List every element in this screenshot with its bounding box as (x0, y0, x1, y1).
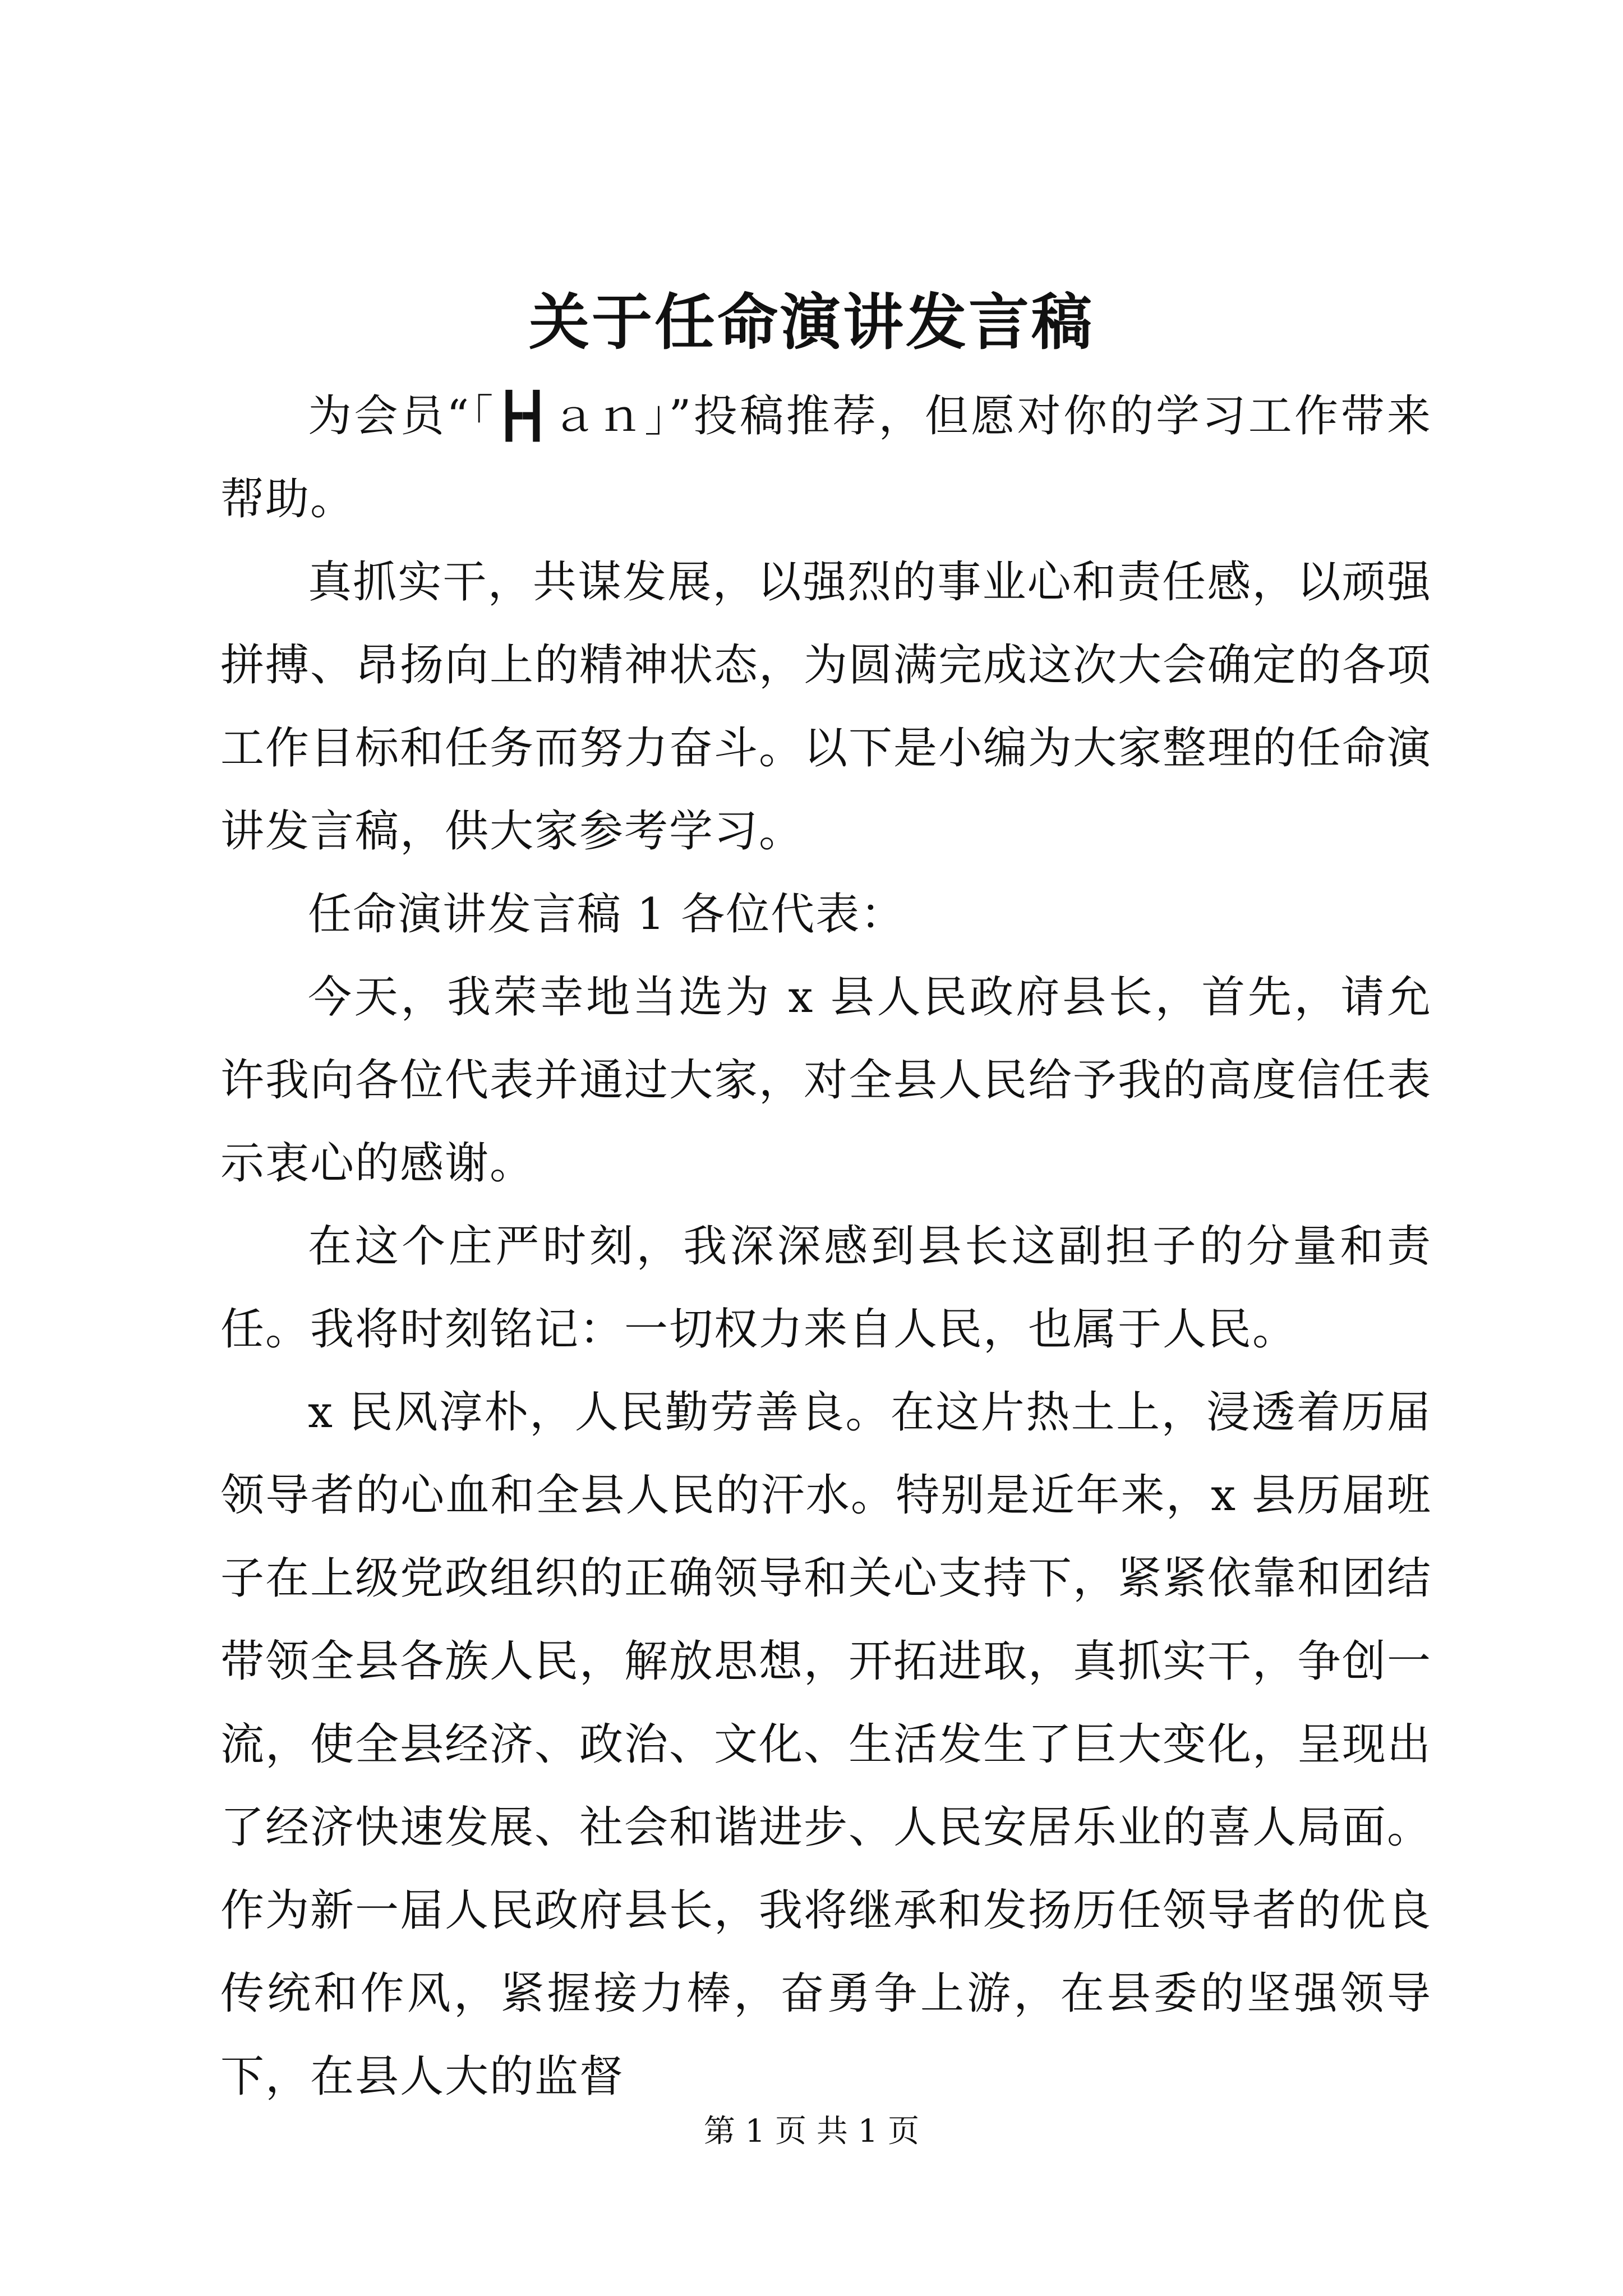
paragraph-summary: 真抓实干，共谋发展，以强烈的事业心和责任感，以顽强拼搏、昂扬向上的精神状态，为圆满完成这次大会确定的各项工作目标和任务而努力奋斗。以下是小编为大家整理的任命演讲发言稿，供大家参考学习。 (220, 557, 1432, 857)
document-title: 关于任命演讲发言稿 (528, 287, 1094, 358)
page-footer: 第 1 页 共 1 页 (703, 2113, 920, 2150)
document-body (220, 375, 1432, 2118)
paragraph-heading: 任命演讲发言稿 1 各位代表： (308, 889, 906, 940)
paragraph-thanks: 今天，我荣幸地当选为 x 县人民政府县长，首先，请允许我向各位代表并通过大家，对全县人民给予我的高度信任表示衷心的感谢。 (220, 972, 1432, 1189)
paragraph-county: x 民风淳朴，人民勤劳善良。在这片热土上，浸透着历届领导者的心血和全县人民的汗水。特别是近年来，x 县历届班子在上级党政组织的正确领导和关心支持下，紧紧依靠和团结带领全县各族人民，解放思想，开拓进取，真抓实干，争创一流，使全县经济、政治、文化、生活发生了巨大变化，呈现出了经济快速发展、社会和谐进步、人民安居乐业的喜人局面。作为新一届人民政府县长，我将继承和发扬历任领导者的优良传统和作风，紧握接力棒，奋勇争上游，在县委的坚强领导下，在县人大的监督 (220, 1387, 1432, 2102)
paragraph-intro: 为会员“「┣┫ａｎ」”投稿推荐，但愿对你的学习工作带来帮助。 (220, 391, 1432, 524)
paragraph-responsibility: 在这个庄严时刻，我深深感到县长这副担子的分量和责任。我将时刻铭记：一切权力来自人民，也属于人民。 (220, 1221, 1432, 1355)
